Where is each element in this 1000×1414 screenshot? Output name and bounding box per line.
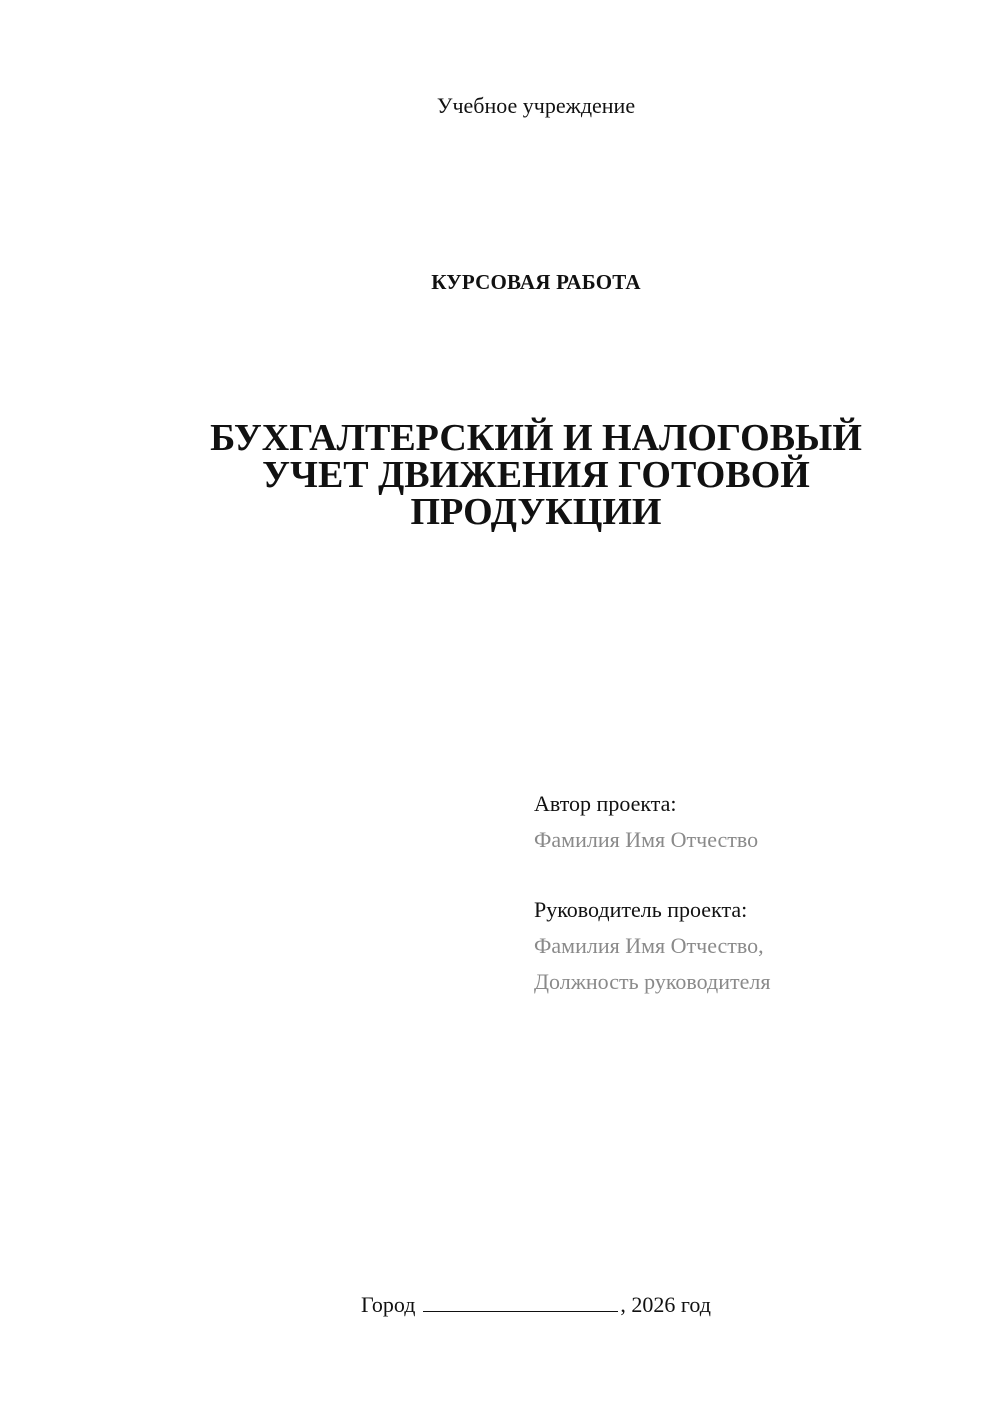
document-title: [160, 417, 912, 533]
footer-city-year: [0, 1290, 1000, 1320]
title-line-1: БУХГАЛТЕРСКИЙ И НАЛОГОВЫЙ: [210, 417, 862, 459]
supervisor-name: Фамилия Имя Отчество,: [534, 933, 764, 958]
supervisor-label: Руководитель проекта:: [534, 897, 748, 922]
supervisor-block: [534, 892, 974, 1000]
title-line-3: ПРОДУКЦИИ: [410, 491, 662, 533]
year-text: , 2026 год: [620, 1292, 711, 1317]
title-line-2: УЧЕТ ДВИЖЕНИЯ ГОТОВОЙ: [262, 454, 810, 496]
supervisor-position: Должность руководителя: [534, 969, 771, 994]
city-blank-line: [423, 1291, 618, 1312]
author-label: Автор проекта:: [534, 791, 677, 816]
author-name: Фамилия Имя Отчество: [534, 827, 759, 852]
work-type-heading: КУРСОВАЯ РАБОТА: [431, 270, 641, 294]
city-label: Город: [361, 1292, 416, 1317]
institution-name: Учебное учреждение: [436, 93, 636, 118]
author-block: [534, 786, 974, 858]
